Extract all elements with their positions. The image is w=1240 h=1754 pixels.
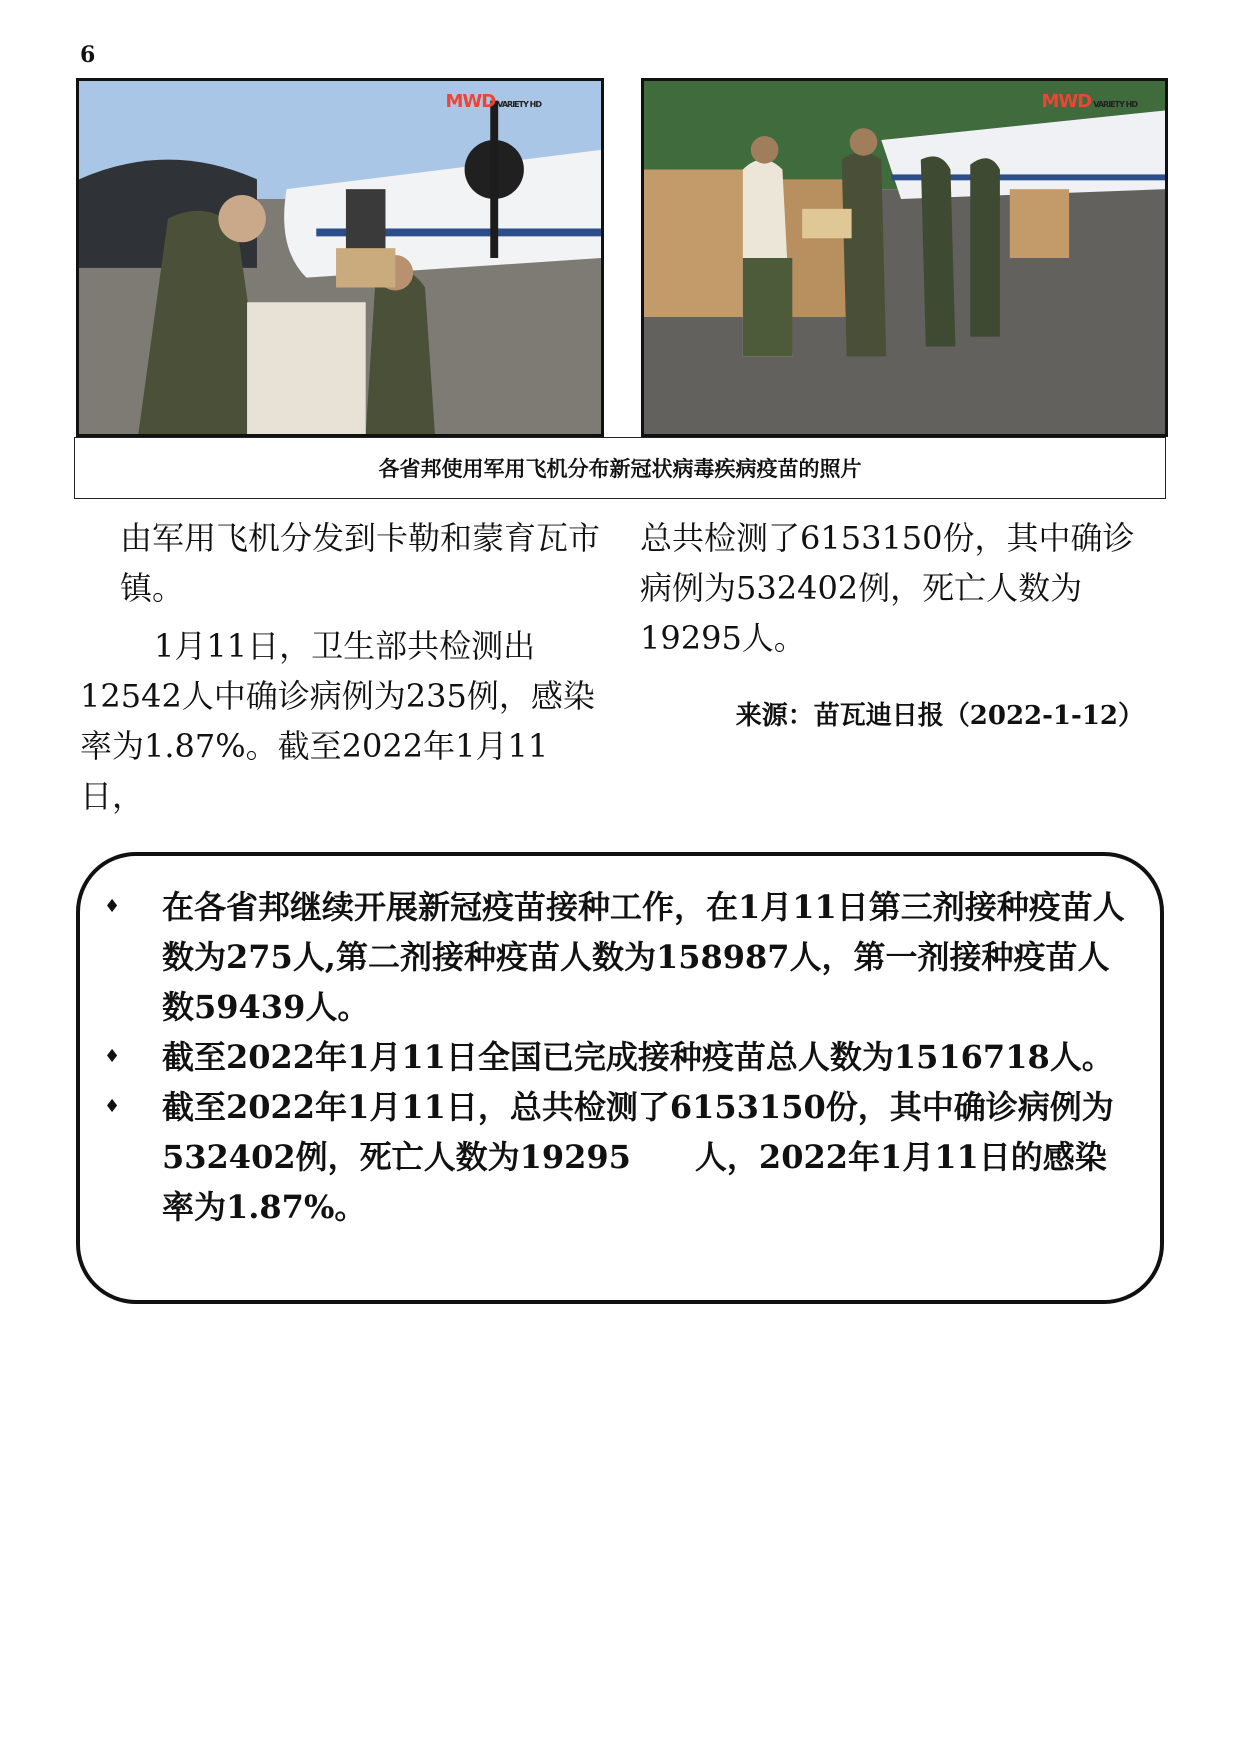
- diamond-bullet-icon: ♦: [104, 896, 121, 917]
- watermark-logo: MWD VARIETY HD: [1041, 91, 1137, 112]
- summary-item: [80, 1032, 1136, 1082]
- diamond-bullet-icon: ♦: [104, 1096, 121, 1117]
- photo-caption-text: 各省邦使用军用飞机分布新冠状病毒疾病疫苗的照片: [378, 457, 862, 481]
- article-paragraph: 总共检测了6153150份，其中确诊病例为532402例，死亡人数为19295人。: [640, 519, 1135, 657]
- article-paragraph: 1月11日，卫生部共检测出12542人中确诊病例为235例，感染率为1.87%。截至2022年1月11日，: [80, 627, 595, 815]
- summary-item-text: 截至2022年1月11日，总共检测了6153150份，其中确诊病例为532402例，死亡人数为19295 人，2022年1月11日的感染率为1.87%。: [162, 1088, 1114, 1226]
- photo-vaccine-handover: [641, 78, 1168, 437]
- summary-item-text: 在各省邦继续开展新冠疫苗接种工作，在1月11日第三剂接种疫苗人数为275人,第二剂接种疫苗人数为158987人，第一剂接种疫苗人数59439人。: [162, 888, 1125, 1026]
- summary-box: [76, 852, 1164, 1304]
- article-source: 来源：苗瓦迪日报（2022-1-12）: [735, 701, 1144, 731]
- photo-plane-loading: [76, 78, 604, 437]
- article-right-column: [640, 513, 1160, 741]
- article-paragraph: 由军用飞机分发到卡勒和蒙育瓦市镇。: [120, 519, 601, 607]
- photo-caption: [74, 437, 1166, 499]
- summary-item: [80, 1082, 1136, 1232]
- summary-item-text: 截至2022年1月11日全国已完成接种疫苗总人数为1516718人。: [162, 1038, 1114, 1076]
- page-number: 6: [80, 42, 96, 68]
- diamond-bullet-icon: ♦: [104, 1046, 121, 1067]
- summary-item: [80, 882, 1136, 1032]
- article-left-column: [80, 513, 600, 821]
- summary-list: [104, 882, 1136, 1232]
- watermark-logo: MWD VARIETY HD: [445, 91, 541, 112]
